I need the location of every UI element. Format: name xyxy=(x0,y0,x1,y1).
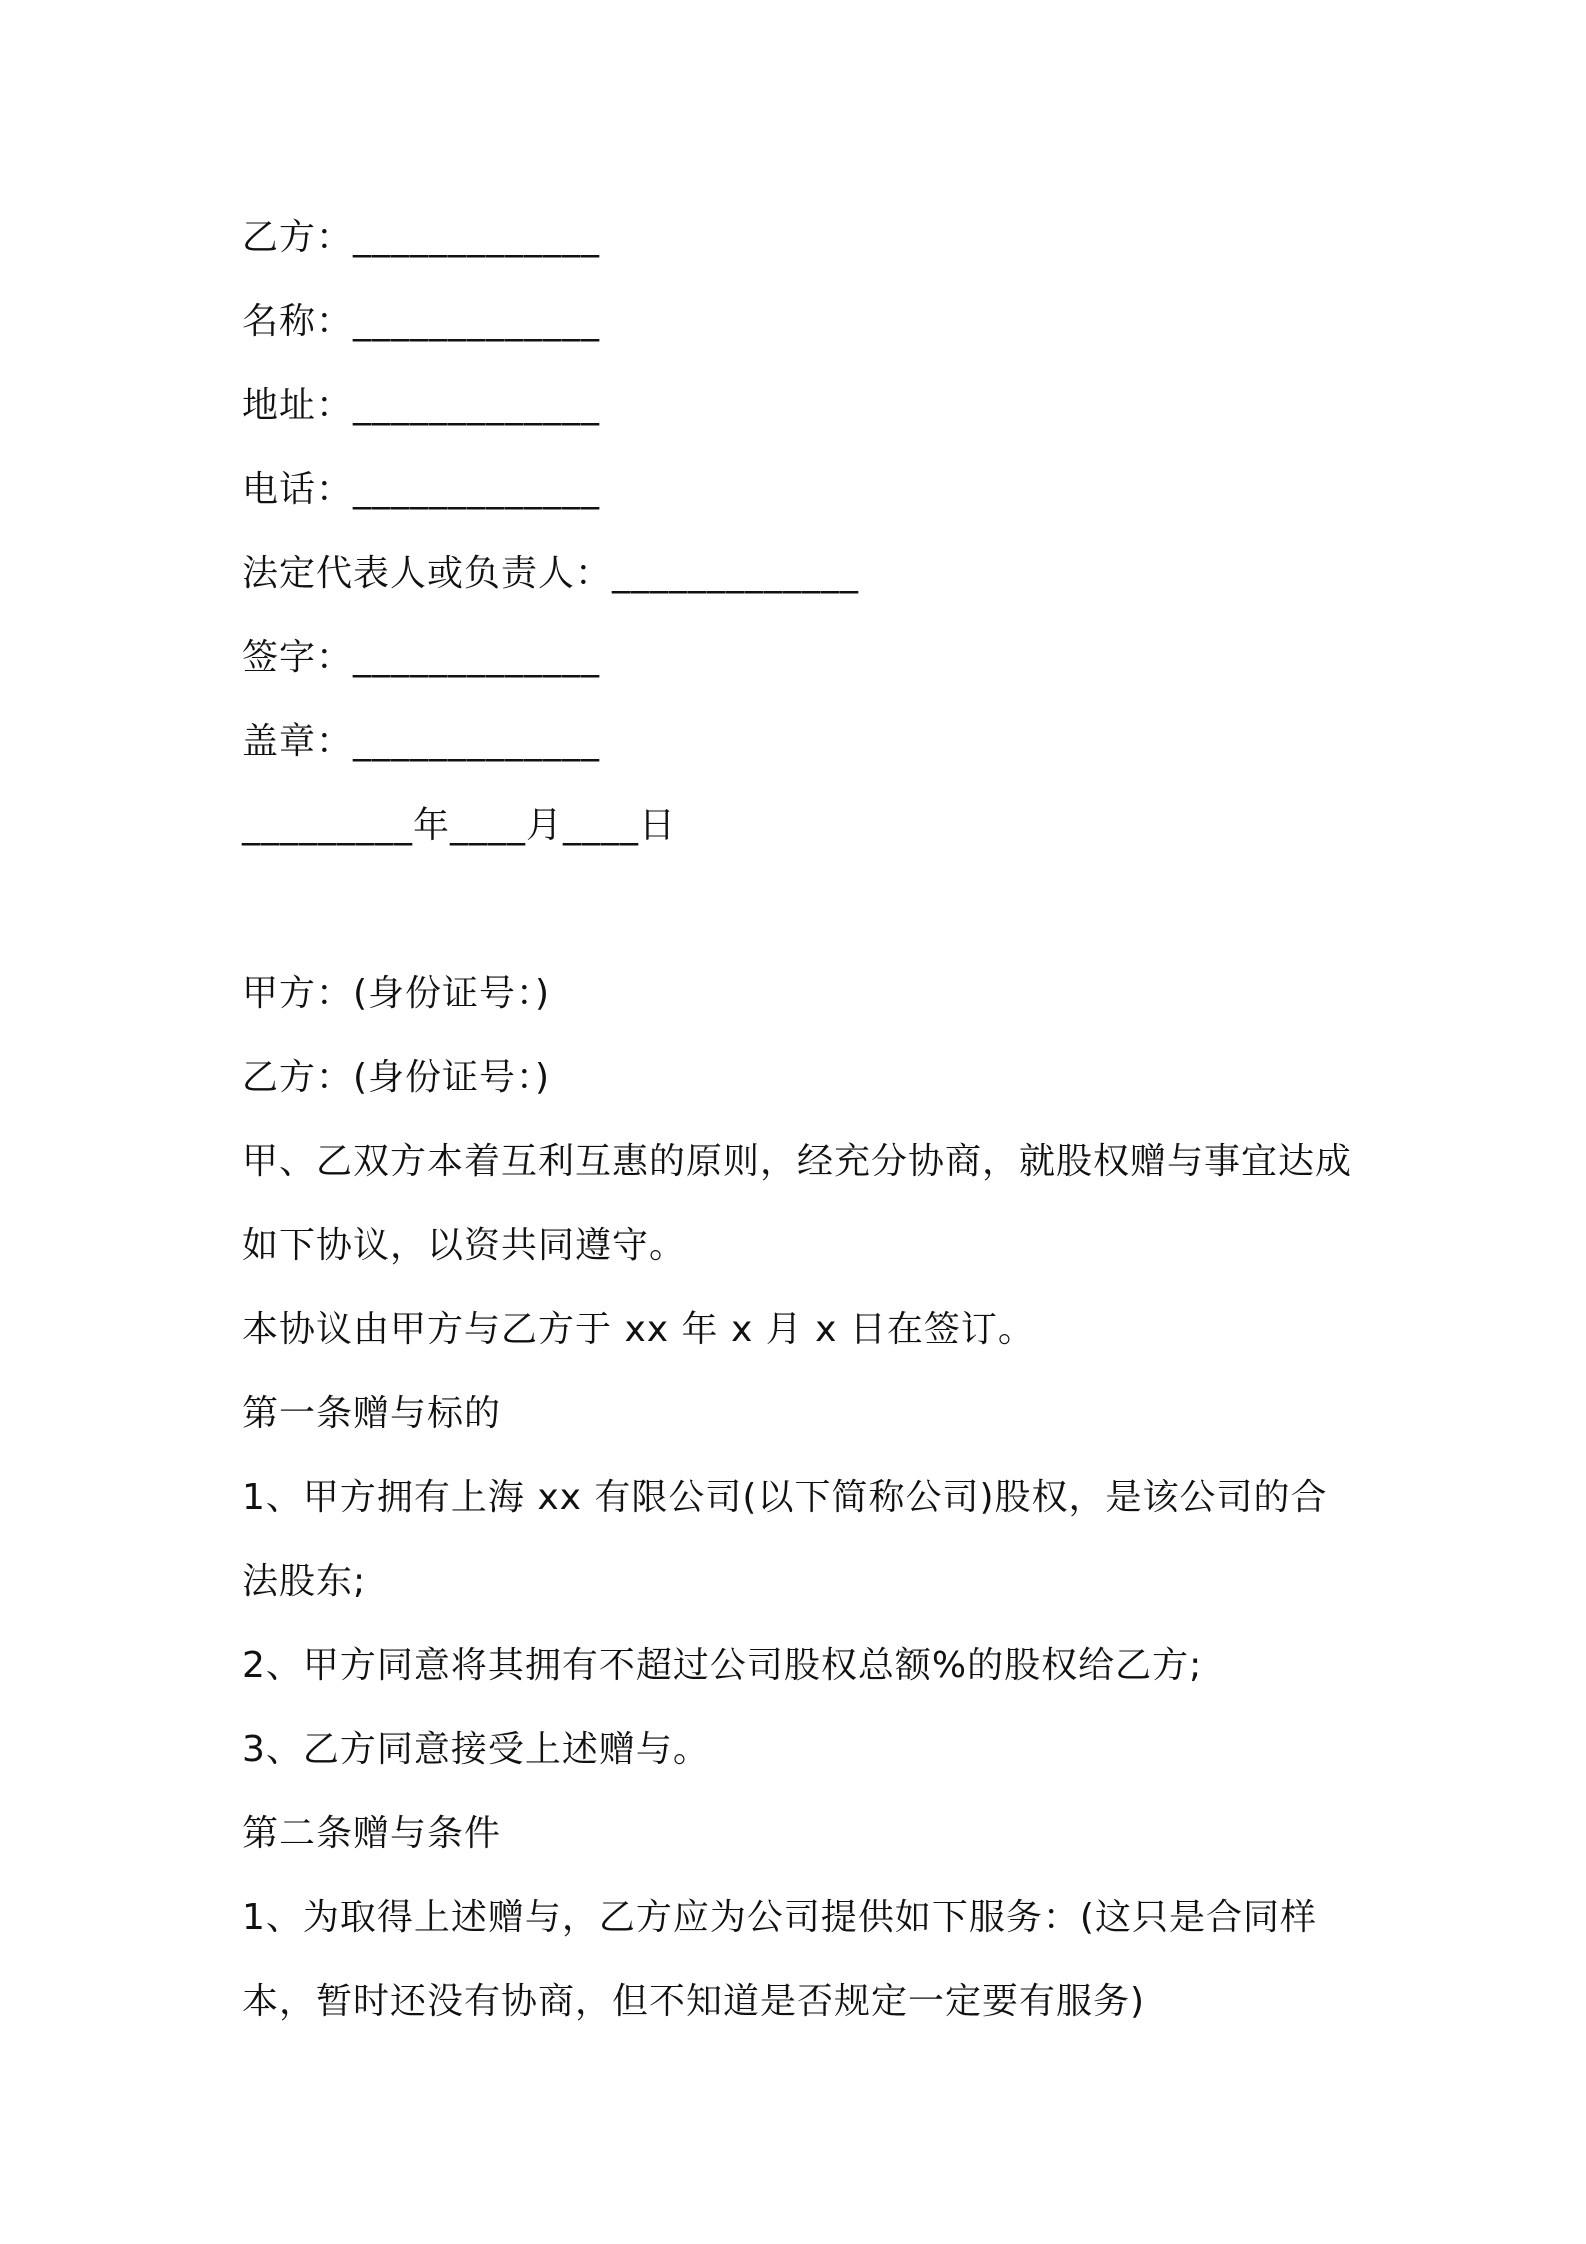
signed-at-line: 本协议由甲方与乙方于 xx 年 x 月 x 日在签订。 xyxy=(242,1309,1035,1350)
article2-item1: 1、为取得上述赠与，乙方应为公司提供如下服务：(这只是合同样本，暂时还没有协商，但不知道是否规定一定要有服务) xyxy=(242,1897,1317,2022)
article2-title: 第二条赠与条件 xyxy=(242,1813,502,1854)
party-b-line: 乙方：_____________ xyxy=(242,217,601,258)
seal-line: 盖章：_____________ xyxy=(242,721,601,762)
legal-rep-line: 法定代表人或负责人：_____________ xyxy=(242,553,860,594)
name-line: 名称：_____________ xyxy=(242,301,601,342)
intro-paragraph: 甲、乙双方本着互利互惠的原则，经充分协商，就股权赠与事宜达成如下协议，以资共同遵守。 xyxy=(242,1141,1353,1266)
article1-title: 第一条赠与标的 xyxy=(242,1393,502,1434)
signature-line: 签字：_____________ xyxy=(242,637,601,678)
article1-item1: 1、甲方拥有上海 xx 有限公司(以下简称公司)股权，是该公司的合法股东; xyxy=(242,1477,1328,1602)
party-a-id-line: 甲方：(身份证号：) xyxy=(242,973,551,1014)
party-b-id-line: 乙方：(身份证号：) xyxy=(242,1057,551,1098)
article1-item2: 2、甲方同意将其拥有不超过公司股权总额%的股权给乙方; xyxy=(242,1645,1203,1686)
address-line: 地址：_____________ xyxy=(242,385,601,426)
article1-item3: 3、乙方同意接受上述赠与。 xyxy=(242,1729,710,1770)
section-gap xyxy=(242,868,1362,952)
phone-line: 电话：_____________ xyxy=(242,469,601,510)
document-body xyxy=(242,196,1362,2044)
date-line: _________年____月____日 xyxy=(242,805,676,846)
